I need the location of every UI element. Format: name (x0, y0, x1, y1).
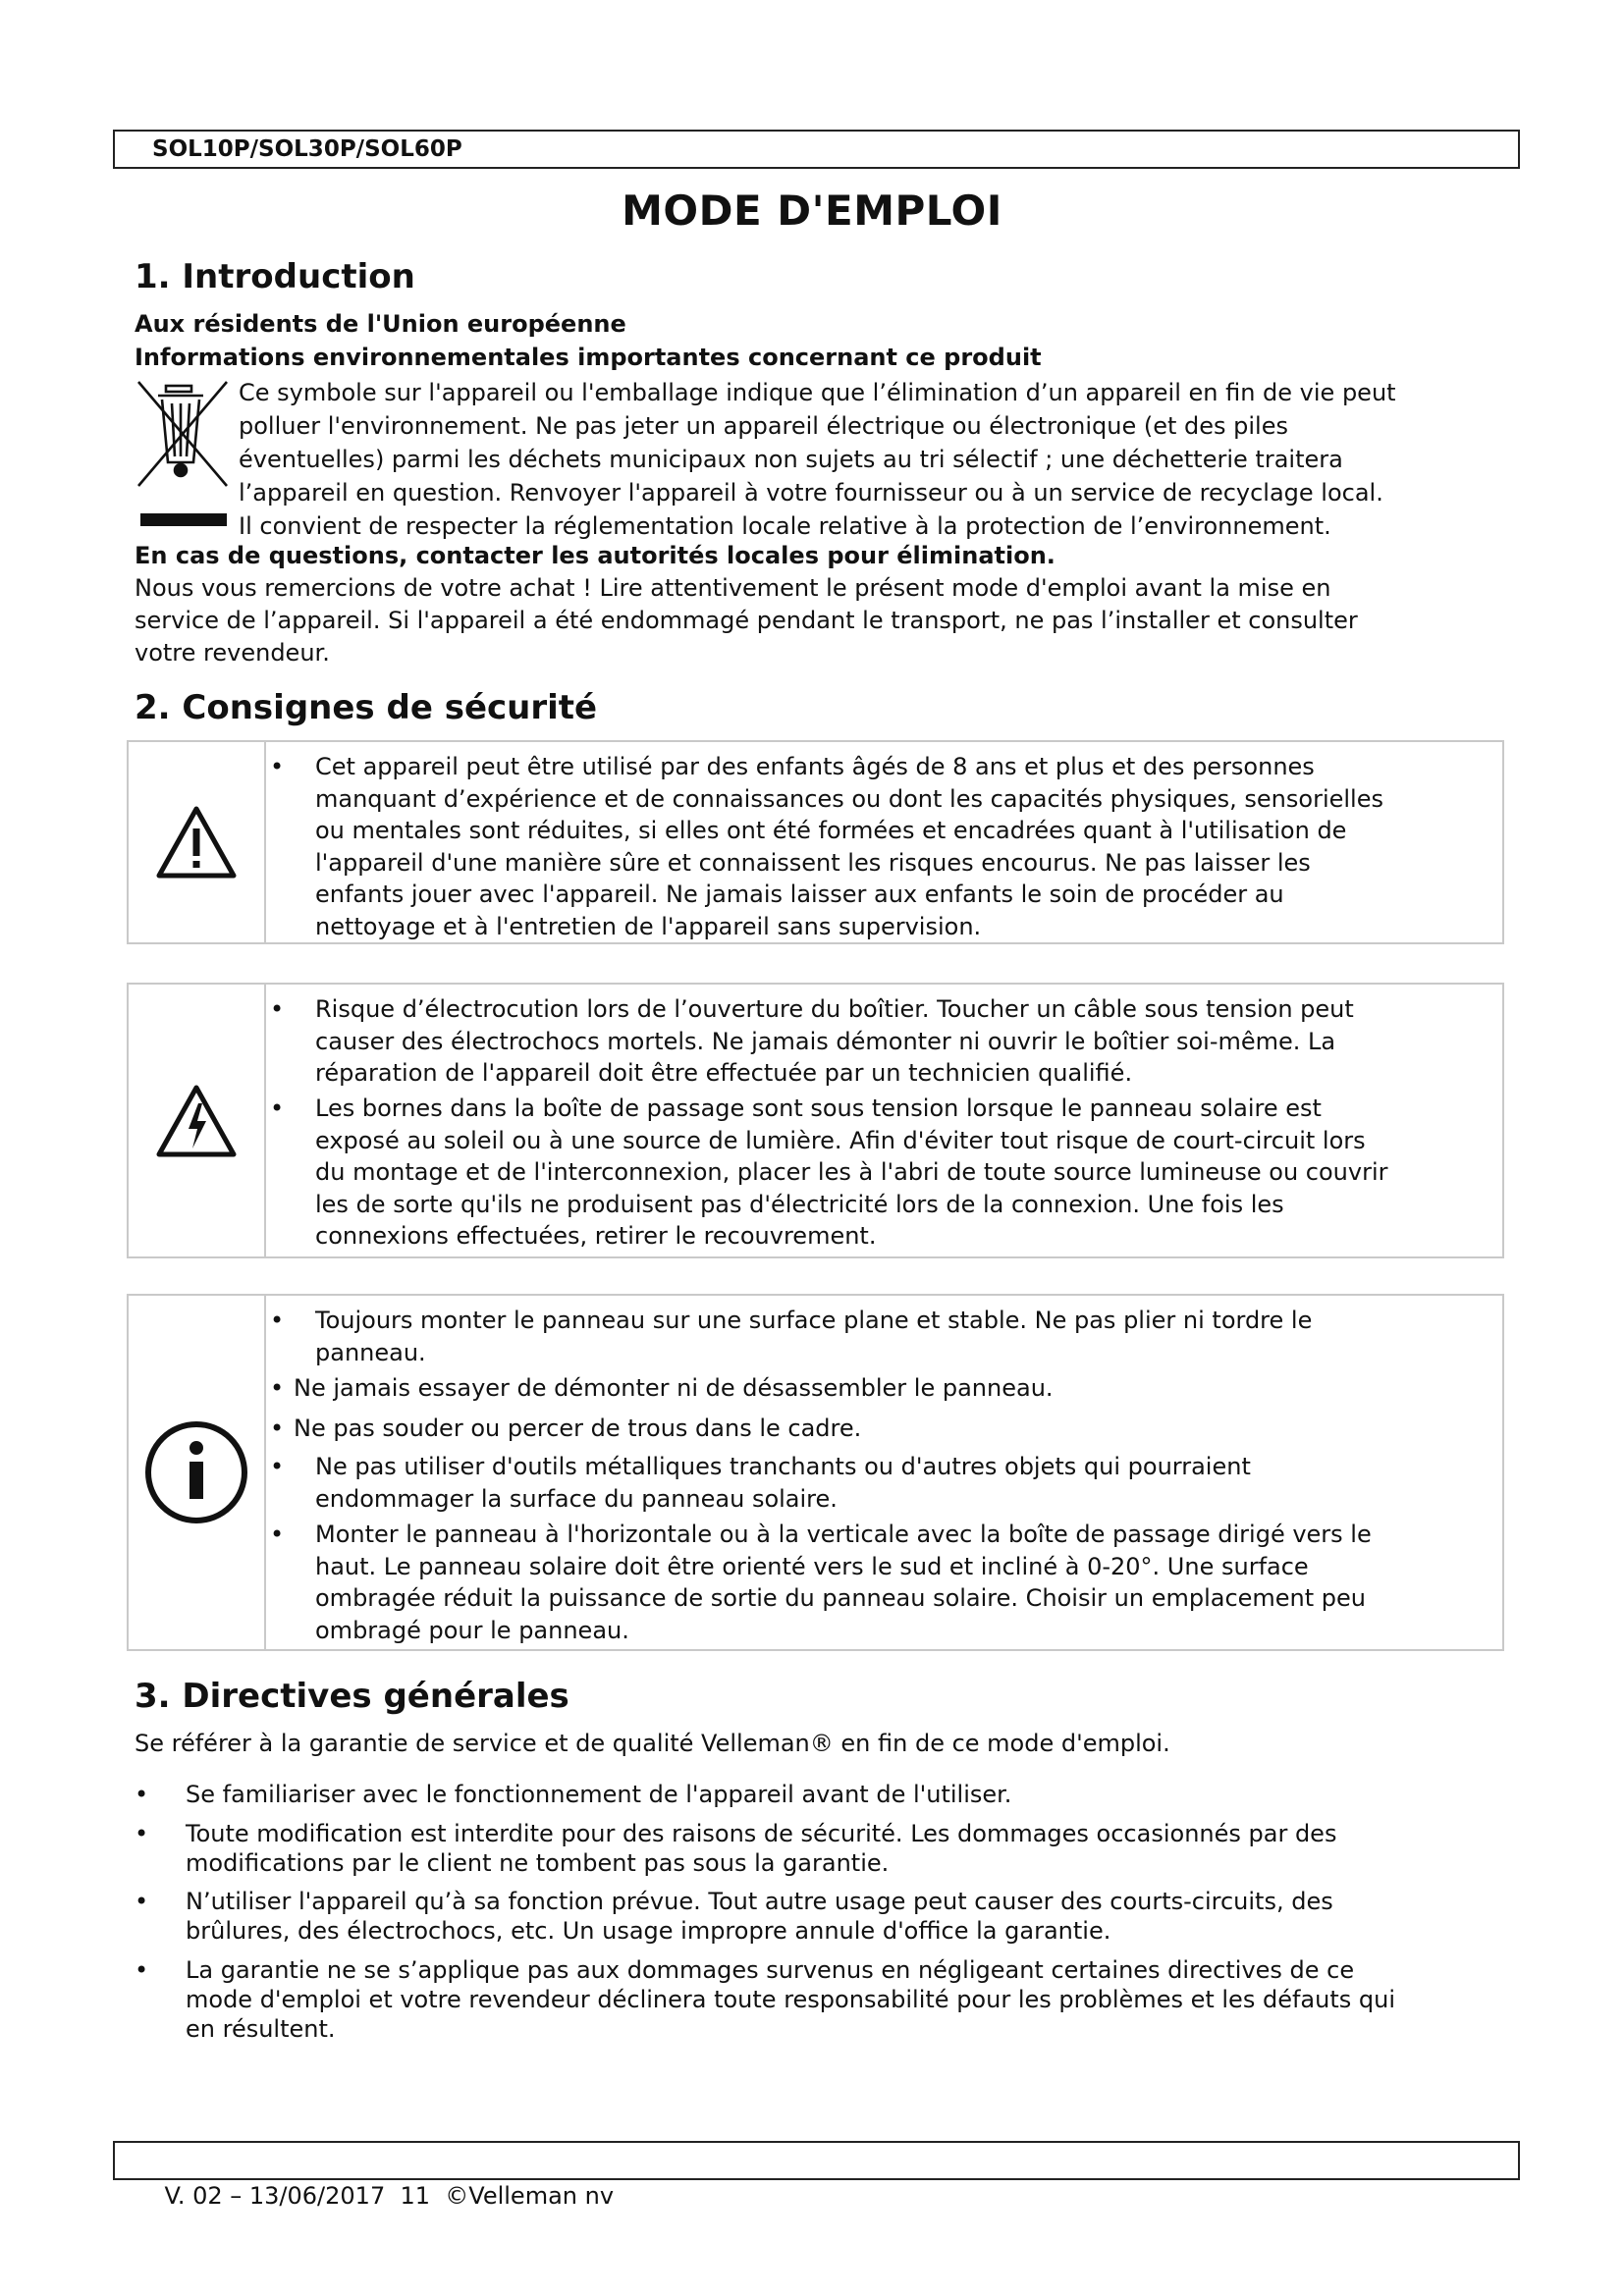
bullet-line: en résultent. (186, 2015, 336, 2043)
bullet-line: Se familiariser avec le fonctionnement de l'appareil avant de l'utiliser. (186, 1781, 1012, 1808)
bullet-line: nettoyage et à l'entretien de l'appareil sans supervision. (315, 912, 982, 940)
bullet-line: Risque d’électrocution lors de l’ouverture du boîtier. Toucher un câble sous tension peut (315, 995, 1354, 1023)
bullet-line: La garantie ne se s’applique pas aux dommages survenus en négligeant certaines directives de ce (186, 1956, 1355, 1984)
bullet-dot: • (270, 1453, 285, 1480)
bullet-line: enfants jouer avec l'appareil. Ne jamais laisser aux enfants le soin de procéder au (315, 881, 1284, 908)
safety-box-warning (127, 740, 1504, 944)
weee-line: éventuelles) parmi les déchets municipaux non sujets au tri sélectif ; une déchetterie traitera (239, 446, 1343, 473)
bullet-line: connexions effectuées, retirer le recouvrement. (315, 1222, 877, 1250)
bullet-dot: • (135, 1820, 149, 1847)
warning-triangle-icon (155, 805, 238, 880)
bullet-dot: • (135, 1781, 149, 1808)
bullet-line: brûlures, des électrochocs, etc. Un usage impropre annule d'office la garantie. (186, 1917, 1111, 1945)
bullet-line: ou mentales sont réduites, si elles ont été formées et encadrées quant à l'utilisation de (315, 817, 1347, 844)
thanks-paragraph (135, 572, 1509, 669)
model-number: SOL10P/SOL30P/SOL60P (152, 136, 462, 162)
bullet-line: Toute modification est interdite pour des raisons de sécurité. Les dommages occasionnés par des (186, 1820, 1337, 1847)
eu-residents-heading: Aux résidents de l'Union européenne (135, 310, 626, 338)
bullet-dot: • (270, 753, 285, 780)
bullet-line: N’utiliser l'appareil qu’à sa fonction prévue. Tout autre usage peut causer des courts-circuits, des (186, 1888, 1333, 1915)
bullet-line: Cet appareil peut être utilisé par des enfants âgés de 8 ans et plus et des personnes (315, 753, 1315, 780)
bullet-line: Ne jamais essayer de démonter ni de désassembler le panneau. (294, 1374, 1054, 1402)
footer-version: V. 02 – 13/06/2017 11 ©Velleman nv (164, 2182, 615, 2210)
section-heading-safety: 2. Consignes de sécurité (135, 688, 598, 727)
bullet-line: modifications par le client ne tombent pas sous la garantie. (186, 1849, 890, 1877)
bullet-dot: • (270, 1374, 285, 1402)
weee-line: l’appareil en question. Renvoyer l'appareil à votre fournisseur ou à un service de recyclage local. (239, 479, 1383, 507)
questions-line: En cas de questions, contacter les autorités locales pour élimination. (135, 542, 1056, 569)
bullet-line: haut. Le panneau solaire doit être orienté vers le sud et incliné à 0-20°. Une surface (315, 1552, 1309, 1580)
weee-paragraph (239, 376, 1515, 543)
electric-shock-icon (155, 1084, 238, 1158)
bullet-line: l'appareil d'une manière sûre et connaissent les risques encourus. Ne pas laisser les (315, 848, 1311, 877)
bullet-line: causer des électrochocs mortels. Ne jamais démonter ni ouvrir le boîtier soi-même. La (315, 1027, 1336, 1055)
bullet-line: Ne pas souder ou percer de trous dans le cadre. (294, 1415, 862, 1442)
bullet-line: Toujours monter le panneau sur une surface plane et stable. Ne pas plier ni tordre le (315, 1307, 1313, 1334)
bullet-line: ombragé pour le panneau. (315, 1616, 629, 1644)
bullet-line: ombragée réduit la puissance de sortie du panneau solaire. Choisir un emplacement peu (315, 1584, 1367, 1612)
bullet-line: endommager la surface du panneau solaire. (315, 1484, 838, 1513)
safety-icon-cell (129, 985, 266, 1256)
bullet-dot: • (270, 1307, 285, 1334)
footer-box (113, 2141, 1520, 2210)
section-heading-introduction: 1. Introduction (135, 257, 415, 296)
thanks-line: Nous vous remercions de votre achat ! Lire attentivement le présent mode d'emploi avant la mise en (135, 574, 1331, 602)
bullet-line: réparation de l'appareil doit être effectuée par un technicien qualifié. (315, 1059, 1133, 1087)
bullet-line: manquant d’expérience et de connaissances ou dont les capacités physiques, sensorielles (315, 784, 1383, 813)
bullet-dot: • (135, 1888, 149, 1915)
bullet-line: Les bornes dans la boîte de passage sont sous tension lorsque le panneau solaire est (315, 1095, 1322, 1122)
bullet-line: exposé au soleil ou à une source de lumière. Afin d'éviter tout risque de court-circuit lors (315, 1126, 1366, 1154)
general-intro: Se référer à la garantie de service et de qualité Velleman® en fin de ce mode d'emploi. (135, 1730, 1170, 1757)
bullet-dot: • (270, 1521, 285, 1548)
bullet-dot: • (270, 995, 285, 1023)
bullet-line: du montage et de l'interconnexion, placer les à l'abri de toute source lumineuse ou couvrir (315, 1158, 1388, 1186)
bullet-dot: • (270, 1095, 285, 1122)
weee-line: Il convient de respecter la réglementation locale relative à la protection de l’environnement. (239, 512, 1331, 540)
bullet-dot: • (270, 1415, 285, 1442)
weee-crossed-bin-icon (135, 378, 231, 491)
safety-box-electric (127, 983, 1504, 1258)
bullet-line: les de sorte qu'ils ne produisent pas d'électricité lors de la connexion. Une fois les (315, 1190, 1284, 1218)
section-heading-general: 3. Directives générales (135, 1677, 569, 1716)
bullet-line: Ne pas utiliser d'outils métalliques tranchants ou d'autres objets qui pourraient (315, 1453, 1251, 1480)
thanks-line: service de l’appareil. Si l'appareil a été endommagé pendant le transport, ne pas l’installer et consulter (135, 607, 1358, 634)
bullet-line: panneau. (315, 1338, 426, 1366)
safety-icon-cell (129, 1296, 266, 1649)
safety-icon-cell (129, 742, 266, 942)
bullet-line: Monter le panneau à l'horizontale ou à la verticale avec la boîte de passage dirigé vers le (315, 1521, 1372, 1548)
document-title: MODE D'EMPLOI (622, 187, 1002, 235)
bullet-line: mode d'emploi et votre revendeur déclinera toute responsabilité pour les problèmes et les défauts qui (186, 1986, 1395, 2013)
thanks-line: votre revendeur. (135, 639, 330, 667)
safety-box-info (127, 1294, 1504, 1651)
header-box (113, 130, 1520, 169)
weee-line: Ce symbole sur l'appareil ou l'emballage indique que l’élimination d’un appareil en fin de vie peut (239, 379, 1396, 406)
info-icon (142, 1418, 250, 1526)
bullet-dot: • (135, 1956, 149, 1984)
environment-info-heading: Informations environnementales importantes concernant ce produit (135, 344, 1042, 371)
weee-line: polluer l'environnement. Ne pas jeter un appareil électrique ou électronique (et des piles (239, 412, 1288, 440)
weee-black-bar (140, 513, 227, 526)
